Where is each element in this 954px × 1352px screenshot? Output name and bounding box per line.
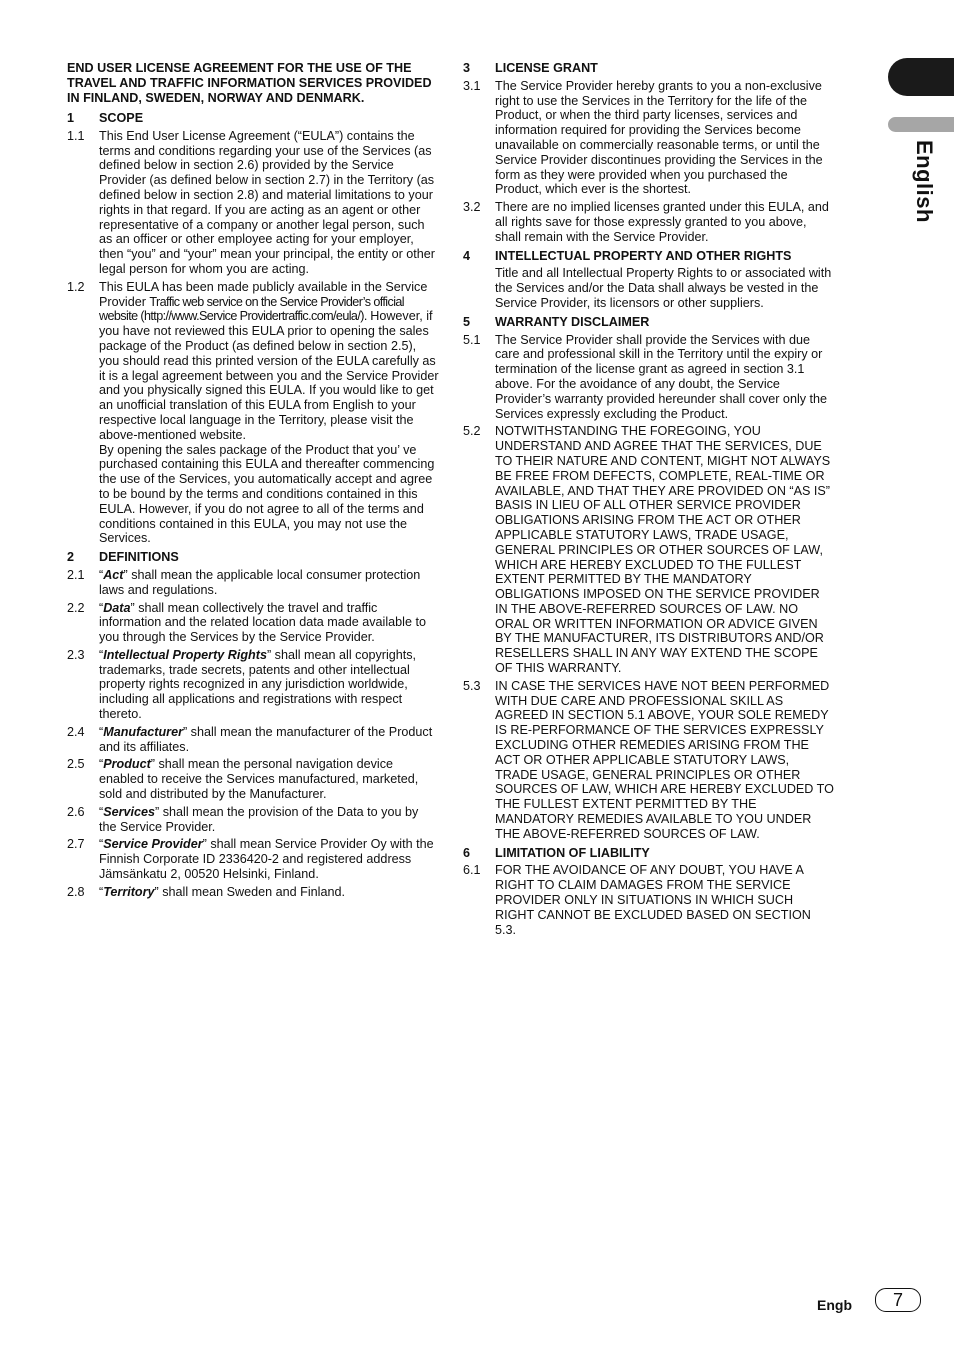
clause-text: IN CASE THE SERVICES HAVE NOT BEEN PERFORMED WITH DUE CARE AND PROFESSIONAL SKILL AS AGREED IN SECTION 5.1 ABOVE, YOUR SOLE REMEDY IS RE-PERFORMANCE OF THE SERVICES EXPRESSLY EXCLUDING OTHER REMEDIES ARISING FROM THE ACT OR OTHER APPLICABLE STATUTORY LAWS, TRADE USAGE, GENERAL PRINCIPLES OR OTHER SOURCES OF LAW, WHICH ARE HEREBY EXCLUDED TO THE FULLEST EXTENT PERMITTED BY THE MANDATORY REMEDIES AVAILABLE TO YOU UNDER THE ABOVE-REFERRED SOURCES OF LAW. xyxy=(495,678,834,841)
clause-number: 1.2 xyxy=(67,279,85,294)
defined-term: Intellectual Property Rights xyxy=(103,647,267,662)
definition-item xyxy=(67,648,439,722)
open-quote: “ xyxy=(99,757,104,772)
section-number: 5 xyxy=(463,314,471,329)
defined-term: Services xyxy=(103,804,156,819)
clause-3-2 xyxy=(463,200,835,244)
footer-language-code: Engb xyxy=(817,1297,852,1313)
clause-number: 2.2 xyxy=(67,600,85,615)
clause-number: 6.1 xyxy=(463,863,481,878)
definition-text: ” shall mean the manufacturer of the Product and its affiliates. xyxy=(99,724,433,754)
open-quote: “ xyxy=(99,724,104,739)
definition-text: ” shall mean Service Provider Oy with the Finnish Corporate ID 2336420-2 and registered address Jämsänkatu 2, 00520 Helsinki, Finland. xyxy=(99,837,434,882)
definitions-list xyxy=(67,568,439,900)
section-title: DEFINITIONS xyxy=(99,550,179,565)
clause-text: This End User License Agreement (“EULA”) contains the terms and conditions regarding your use of the Services (as defined below in section 2.6) provided by the Service Provider (as defined below in section 2.7) in the Territory (as defined below in section 2.8) and material limitations to your rights in that regard. If you are acting as an agent or other representative of a company or another legal person, such as an officer or other employee acting for your employer, then “you” and “your” mean your principal, the entity or other legal person for whom you are acting. xyxy=(99,128,436,276)
clause-4-text xyxy=(463,266,835,310)
open-quote: “ xyxy=(99,567,104,582)
section-number: 2 xyxy=(67,550,75,565)
open-quote: “ xyxy=(99,647,104,662)
defined-term: Act xyxy=(103,567,124,582)
clause-number: 5.3 xyxy=(463,678,481,693)
clause-3-1 xyxy=(463,79,835,197)
clause-number: 2.3 xyxy=(67,647,85,662)
clause-text: NOTWITHSTANDING THE FOREGOING, YOU UNDERSTAND AND AGREE THAT THE SERVICES, DUE TO THEIR NATURE AND CONTENT, MIGHT NOT ALWAYS BE FREE FROM DEFECTS, COMPLETE, REAL-TIME OR AVAILABLE, AND THAT THEY ARE PROVIDED ON “AS IS” BASIS IN LIEU OF ALL OTHER SERVICE PROVIDER OBLIGATIONS ARISING FROM THE ACT OR OTHER APPLICABLE STATUTORY LAWS, TRADE USAGE, GENERAL PRINCIPLES OR OTHER SOURCES OF LAW, WHICH ARE HEREBY EXCLUDED TO THE FULLEST EXTENT PERMITTED BY THE MANDATORY OBLIGATIONS IMPOSED ON THE SERVICE PROVIDER IN THE ABOVE-REFERRED SOURCES OF LAW. NO ORAL OR WRITTEN INFORMATION OR ADVICE GIVEN BY THE MANUFACTURER, ITS DISTRIBUTORS AND/OR RESELLERS SHALL IN ANY WAY EXTEND THE SCOPE OF THIS WARRANTY. xyxy=(495,424,831,676)
clause-text xyxy=(99,837,439,881)
clause-number: 5.2 xyxy=(463,424,481,439)
clause-text-condensed: Traffic web service on the Service Provider’s official website (http://www.Service Providertraffic.com/eula/). xyxy=(99,294,404,324)
clause-5-2 xyxy=(463,424,835,676)
clause-number: 2.7 xyxy=(67,837,85,852)
side-tab-marker xyxy=(888,58,954,96)
section-title: WARRANTY DISCLAIMER xyxy=(495,314,650,329)
open-quote: “ xyxy=(99,600,104,615)
definition-text: ” shall mean collectively the travel and traffic information and the related location data made available to you through the Services by the Service Provider. xyxy=(99,600,426,645)
section-title: INTELLECTUAL PROPERTY AND OTHER RIGHTS xyxy=(495,248,792,263)
section-number: 3 xyxy=(463,61,471,75)
clause-text: The Service Provider shall provide the Services with due care and professional skill in the Territory until the expiry or termination of the license grant as agreed in section 3.1 above. For the avoidance of any doubt, the Service Provider’s warranty provided hereunder shall cover only the Services expressly excluding the Product. xyxy=(495,332,828,421)
page-number-badge xyxy=(875,1288,921,1312)
section-heading-license-grant xyxy=(463,61,835,76)
defined-term: Service Provider xyxy=(103,837,203,852)
clause-number: 1.1 xyxy=(67,128,85,143)
definition-item xyxy=(67,725,439,755)
right-column xyxy=(463,61,835,940)
defined-term: Product xyxy=(103,757,151,772)
definition-item xyxy=(67,568,439,598)
clause-number: 5.1 xyxy=(463,332,481,347)
definition-text: ” shall mean the applicable local consumer protection laws and regulations. xyxy=(99,567,421,597)
clause-number: 3.2 xyxy=(463,200,481,215)
clause-text: There are no implied licenses granted under this EULA, and all rights save for those expressly granted to you above, shall remain with the Service Provider. xyxy=(495,200,829,244)
section-number: 6 xyxy=(463,845,471,860)
clause-text xyxy=(99,280,439,546)
section-heading-liability xyxy=(463,846,835,861)
document-title: END USER LICENSE AGREEMENT FOR THE USE OF THE TRAVEL AND TRAFFIC INFORMATION SERVICES PROVIDED IN FINLAND, SWEDEN, NORWAY AND DENMARK. xyxy=(67,61,432,105)
clause-text: The Service Provider hereby grants to you a non-exclusive right to use the Services in the Territory for the life of the Product, or when the third party licenses, services and information required for providing the Services become unavailable on commercially reasonable terms, or until the Service Provider discontinues providing the Services in the form as they were provided when you purchased the Product, which ever is the shortest. xyxy=(495,78,823,197)
section-number: 4 xyxy=(463,248,471,263)
defined-term: Manufacturer xyxy=(103,724,183,739)
definition-text: ” shall mean Sweden and Finland. xyxy=(154,884,345,899)
clause-5-1 xyxy=(463,333,835,422)
definition-item xyxy=(67,837,439,881)
open-quote: “ xyxy=(99,884,104,899)
clause-text: Title and all Intellectual Property Rights to or associated with the Services and/or the Data shall always be vested in the Service Provider, its licensors or other suppliers. xyxy=(495,266,832,310)
definition-text: ” shall mean the provision of the Data to you by the Service Provider. xyxy=(99,804,419,834)
definition-item xyxy=(67,805,439,835)
clause-5-3 xyxy=(463,679,835,842)
definition-item xyxy=(67,885,439,900)
defined-term: Data xyxy=(103,600,131,615)
definition-item xyxy=(67,601,439,645)
clause-text-part: This EULA has been made publicly available in the Service Provider xyxy=(99,279,428,309)
page-number: 7 xyxy=(892,1290,903,1310)
clause-text xyxy=(99,568,439,598)
clause-text xyxy=(99,885,439,900)
section-heading-scope xyxy=(67,111,439,126)
clause-text-part: By opening the sales package of the Product that you’ ve purchased containing this EULA and thereafter commencing the use of the Services, you automatically accept and agree to be bound by the terms and conditions contained in this EULA. However, if you do not agree to all of the terms and conditions contained in this EULA, you may not use the Services. xyxy=(99,442,435,546)
definition-text: ” shall mean the personal navigation device enabled to receive the Services manufactured, marketed, sold and distributed by the Manufacturer. xyxy=(99,757,419,802)
clause-number: 2.4 xyxy=(67,724,85,739)
section-heading-ip-rights xyxy=(463,249,835,264)
clause-text xyxy=(99,757,439,801)
section-heading-warranty xyxy=(463,315,835,330)
definition-text: ” shall mean all copyrights, trademarks, trade secrets, patents and other intellectual property rights recognized in any jurisdiction worldwide, including all applications and registrations with respect thereto. xyxy=(99,647,417,722)
definition-item xyxy=(67,757,439,801)
clause-number: 2.5 xyxy=(67,757,85,772)
clause-text xyxy=(99,601,439,645)
open-quote: “ xyxy=(99,804,104,819)
clause-6-1 xyxy=(463,863,835,937)
section-title: LICENSE GRANT xyxy=(495,61,598,75)
open-quote: “ xyxy=(99,837,104,852)
section-number: 1 xyxy=(67,111,75,125)
language-tab-label: English xyxy=(912,140,937,223)
left-column xyxy=(67,61,439,903)
defined-term: Territory xyxy=(103,884,155,899)
section-title: LIMITATION OF LIABILITY xyxy=(495,845,650,860)
section-title: SCOPE xyxy=(99,111,144,125)
clause-number: 2.8 xyxy=(67,884,85,899)
clause-1-2 xyxy=(67,280,439,546)
clause-number: 2.6 xyxy=(67,804,85,819)
clause-text xyxy=(99,805,439,835)
clause-text: FOR THE AVOIDANCE OF ANY DOUBT, YOU HAVE A RIGHT TO CLAIM DAMAGES FROM THE SERVICE PROVIDER ONLY IN SITUATIONS IN WHICH SUCH RIGHT CANNOT BE EXCLUDED BASED ON SECTION 5.3. xyxy=(495,863,811,937)
clause-number: 2.1 xyxy=(67,567,85,582)
clause-1-1 xyxy=(67,129,439,277)
clause-text xyxy=(99,648,439,722)
side-tab-bar xyxy=(888,117,954,132)
clause-text-part: However, if you have not reviewed this EULA prior to opening the sales package of the Product (as defined below in section 2.5), you should read this printed version of the EULA carefully as it is a legal agreement between you and the Service Provider and you physically signed this EULA. If you would like to get an unofficial translation of this EULA from English to your respective local language in the Territory, please visit the above-mentioned website. xyxy=(99,309,439,442)
clause-number: 3.1 xyxy=(463,78,481,93)
section-heading-definitions xyxy=(67,550,439,565)
clause-text xyxy=(99,725,439,755)
